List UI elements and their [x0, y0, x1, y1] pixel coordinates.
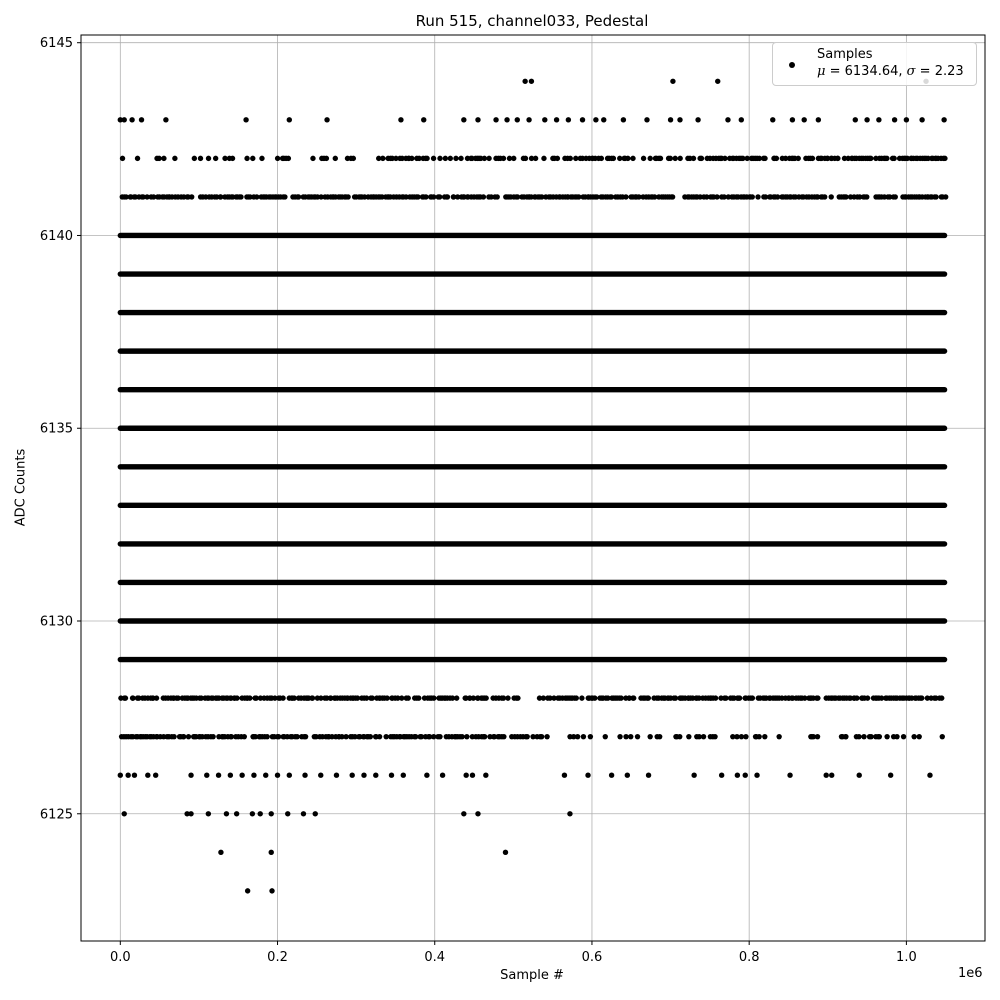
data-point — [210, 734, 215, 739]
data-point — [901, 734, 906, 739]
data-point — [774, 156, 779, 161]
data-point — [750, 194, 755, 199]
data-point — [172, 156, 177, 161]
data-point — [437, 194, 442, 199]
data-point — [445, 194, 450, 199]
data-point — [459, 734, 464, 739]
data-point — [505, 695, 510, 700]
data-point — [796, 156, 801, 161]
x-tick-label: 0.8 — [738, 950, 760, 965]
data-point — [815, 734, 820, 739]
data-point — [458, 156, 463, 161]
data-point — [269, 811, 274, 816]
data-point — [715, 79, 720, 84]
data-point — [574, 695, 579, 700]
chart-title: Run 515, channel033, Pedestal — [415, 12, 649, 30]
data-point — [919, 117, 924, 122]
data-point — [776, 734, 781, 739]
data-point — [437, 156, 442, 161]
data-point — [263, 773, 268, 778]
y-tick-label: 6145 — [39, 36, 73, 52]
data-point — [380, 156, 385, 161]
data-point — [156, 156, 161, 161]
data-point — [941, 117, 946, 122]
x-tick-label: 1.0 — [896, 950, 917, 965]
data-point — [648, 156, 653, 161]
data-point — [554, 117, 559, 122]
data-point — [135, 156, 140, 161]
data-point — [891, 156, 896, 161]
data-point — [294, 734, 299, 739]
data-point — [198, 156, 203, 161]
data-point — [722, 156, 727, 161]
data-point — [118, 773, 123, 778]
data-point — [525, 734, 530, 739]
data-point — [373, 773, 378, 778]
data-point — [334, 773, 339, 778]
data-point — [603, 734, 608, 739]
data-point — [644, 117, 649, 122]
data-point — [389, 773, 394, 778]
data-point — [448, 156, 453, 161]
data-point — [865, 695, 870, 700]
data-point — [884, 156, 889, 161]
data-point — [894, 734, 899, 739]
data-point — [250, 811, 255, 816]
data-point — [421, 117, 426, 122]
x-tick-label: 0.6 — [581, 950, 603, 965]
data-point — [238, 194, 243, 199]
data-point — [145, 773, 150, 778]
data-point — [625, 156, 630, 161]
data-point — [153, 773, 158, 778]
data-point — [919, 695, 924, 700]
data-point — [483, 773, 488, 778]
data-point — [892, 117, 897, 122]
data-point — [483, 695, 488, 700]
data-point — [398, 117, 403, 122]
y-tick-label: 6135 — [39, 421, 73, 437]
data-point — [495, 194, 500, 199]
data-point — [258, 811, 263, 816]
data-point — [303, 734, 308, 739]
data-point — [470, 773, 475, 778]
data-point — [461, 117, 466, 122]
data-point — [481, 194, 486, 199]
data-point — [725, 117, 730, 122]
data-point — [269, 850, 274, 855]
data-point — [503, 850, 508, 855]
data-point — [533, 156, 538, 161]
legend-stats: μ = 6134.64, σ = 2.23 — [817, 64, 964, 79]
data-point — [181, 734, 186, 739]
y-tick-label: 6140 — [39, 228, 73, 244]
data-point — [575, 734, 580, 739]
data-point — [544, 734, 549, 739]
data-point — [835, 156, 840, 161]
data-point — [125, 773, 130, 778]
data-point — [302, 773, 307, 778]
data-point — [424, 773, 429, 778]
data-point — [443, 156, 448, 161]
data-point — [657, 734, 662, 739]
data-point — [876, 117, 881, 122]
data-point — [927, 773, 932, 778]
data-point — [864, 194, 869, 199]
data-point — [737, 695, 742, 700]
data-point — [206, 156, 211, 161]
data-point — [647, 734, 652, 739]
data-point — [228, 773, 233, 778]
data-point — [504, 117, 509, 122]
data-point — [313, 811, 318, 816]
data-point — [204, 773, 209, 778]
data-point — [542, 117, 547, 122]
data-point — [259, 156, 264, 161]
data-point — [409, 156, 414, 161]
data-point — [868, 734, 873, 739]
data-point — [893, 194, 898, 199]
data-point — [691, 773, 696, 778]
data-point — [686, 734, 691, 739]
data-point — [515, 117, 520, 122]
data-point — [743, 773, 748, 778]
data-point — [770, 117, 775, 122]
data-point — [658, 156, 663, 161]
y-tick-label: 6125 — [39, 807, 73, 823]
data-point — [424, 156, 429, 161]
data-point — [861, 734, 866, 739]
data-point — [599, 156, 604, 161]
data-point — [677, 734, 682, 739]
data-point — [822, 194, 827, 199]
data-point — [123, 695, 128, 700]
data-point — [486, 156, 491, 161]
data-point — [482, 734, 487, 739]
data-point — [244, 156, 249, 161]
data-point — [677, 156, 682, 161]
data-point — [750, 695, 755, 700]
legend-marker — [789, 62, 795, 68]
data-point — [423, 194, 428, 199]
x-tick-label: 0.0 — [109, 950, 131, 965]
data-point — [691, 156, 696, 161]
data-point — [743, 734, 748, 739]
data-point — [301, 811, 306, 816]
data-point — [755, 194, 760, 199]
data-point — [884, 734, 889, 739]
data-point — [454, 695, 459, 700]
data-point — [189, 194, 194, 199]
legend-sigma-value: 2.23 — [934, 64, 964, 79]
data-point — [234, 811, 239, 816]
data-point — [264, 734, 269, 739]
data-point — [188, 811, 193, 816]
plot-frame — [81, 35, 985, 941]
data-point — [361, 773, 366, 778]
data-point — [431, 695, 436, 700]
data-point — [206, 811, 211, 816]
data-point — [623, 194, 628, 199]
data-point — [250, 156, 255, 161]
data-point — [122, 117, 127, 122]
data-point — [641, 156, 646, 161]
data-point — [515, 695, 520, 700]
data-point — [224, 811, 229, 816]
data-point — [333, 156, 338, 161]
data-point — [646, 695, 651, 700]
data-point — [877, 734, 882, 739]
data-point — [646, 773, 651, 778]
data-point — [609, 773, 614, 778]
data-point — [230, 156, 235, 161]
data-point — [245, 888, 250, 893]
data-point — [324, 156, 329, 161]
data-point — [296, 194, 301, 199]
data-point — [541, 156, 546, 161]
data-point — [275, 773, 280, 778]
data-point — [350, 773, 355, 778]
data-point — [864, 117, 869, 122]
data-point — [625, 773, 630, 778]
data-point — [933, 194, 938, 199]
data-point — [482, 156, 487, 161]
data-point — [567, 811, 572, 816]
data-point — [829, 194, 834, 199]
data-point — [824, 773, 829, 778]
data-point — [218, 850, 223, 855]
data-point — [269, 888, 274, 893]
data-point — [461, 811, 466, 816]
data-point — [621, 117, 626, 122]
data-point — [213, 156, 218, 161]
legend-mu-value: 6134.64 — [844, 64, 899, 79]
data-point — [673, 156, 678, 161]
y-tick-label: 6130 — [39, 614, 73, 630]
data-point — [318, 773, 323, 778]
data-point — [668, 117, 673, 122]
data-point — [581, 734, 586, 739]
data-point — [437, 734, 442, 739]
data-point — [122, 811, 127, 816]
data-point — [580, 117, 585, 122]
data-point — [493, 117, 498, 122]
data-point — [247, 695, 252, 700]
data-point — [416, 695, 421, 700]
x-tick-label: 0.2 — [267, 950, 288, 965]
data-point — [601, 117, 606, 122]
data-point — [463, 773, 468, 778]
data-point — [888, 773, 893, 778]
data-point — [161, 156, 166, 161]
data-point — [868, 156, 873, 161]
data-point — [343, 734, 348, 739]
data-point — [351, 156, 356, 161]
data-point — [475, 117, 480, 122]
data-point — [539, 734, 544, 739]
data-point — [287, 117, 292, 122]
data-point — [324, 117, 329, 122]
x-axis-label: Sample # — [500, 968, 564, 983]
data-point — [940, 734, 945, 739]
data-point — [618, 695, 623, 700]
data-point — [368, 734, 373, 739]
y-axis-label: ADC Counts — [13, 448, 29, 527]
data-point — [120, 156, 125, 161]
data-point — [453, 156, 458, 161]
data-point — [529, 79, 534, 84]
data-point — [856, 734, 861, 739]
data-point — [287, 773, 292, 778]
plot-area — [118, 79, 949, 894]
data-point — [562, 773, 567, 778]
data-point — [431, 194, 436, 199]
data-point — [154, 695, 159, 700]
data-point — [282, 194, 287, 199]
legend — [772, 42, 977, 86]
data-point — [523, 156, 528, 161]
data-point — [186, 734, 191, 739]
data-point — [623, 734, 628, 739]
data-point — [251, 773, 256, 778]
data-point — [555, 156, 560, 161]
data-point — [810, 156, 815, 161]
data-point — [739, 117, 744, 122]
data-point — [129, 117, 134, 122]
data-point — [857, 773, 862, 778]
data-point — [670, 79, 675, 84]
data-point — [188, 773, 193, 778]
data-point — [163, 117, 168, 122]
data-point — [406, 695, 411, 700]
data-point — [853, 117, 858, 122]
data-point — [668, 156, 673, 161]
data-point — [713, 695, 718, 700]
data-point — [617, 734, 622, 739]
data-point — [854, 695, 859, 700]
data-point — [522, 79, 527, 84]
data-point — [139, 117, 144, 122]
data-point — [501, 156, 506, 161]
data-point — [286, 156, 291, 161]
data-point — [699, 156, 704, 161]
data-point — [401, 773, 406, 778]
data-point — [511, 156, 516, 161]
data-point — [275, 156, 280, 161]
data-point — [593, 117, 598, 122]
data-point — [756, 734, 761, 739]
data-point — [631, 695, 636, 700]
data-point — [790, 117, 795, 122]
data-point — [611, 156, 616, 161]
data-point — [475, 811, 480, 816]
data-point — [377, 734, 382, 739]
data-point — [464, 734, 469, 739]
data-point — [942, 156, 947, 161]
data-point — [526, 117, 531, 122]
data-point — [568, 156, 573, 161]
data-point — [670, 194, 675, 199]
data-point — [714, 194, 719, 199]
data-point — [630, 156, 635, 161]
data-point — [816, 117, 821, 122]
data-point — [171, 734, 176, 739]
data-point — [566, 117, 571, 122]
data-point — [712, 734, 717, 739]
data-point — [501, 734, 506, 739]
data-point — [585, 773, 590, 778]
data-point — [579, 695, 584, 700]
data-point — [239, 773, 244, 778]
data-point — [243, 117, 248, 122]
data-point — [754, 773, 759, 778]
x-tick-label: 0.4 — [424, 950, 446, 965]
data-point — [345, 194, 350, 199]
data-point — [384, 695, 389, 700]
data-point — [917, 734, 922, 739]
data-point — [310, 695, 315, 700]
data-point — [635, 734, 640, 739]
data-point — [943, 194, 948, 199]
data-point — [192, 156, 197, 161]
data-point — [628, 734, 633, 739]
x-axis-offset-label: 1e6 — [958, 966, 983, 981]
data-point — [132, 773, 137, 778]
data-point — [285, 811, 290, 816]
data-point — [588, 734, 593, 739]
data-point — [719, 773, 724, 778]
data-point — [431, 156, 436, 161]
legend-series-name: Samples — [817, 47, 873, 62]
data-point — [677, 117, 682, 122]
data-point — [701, 734, 706, 739]
data-point — [802, 117, 807, 122]
data-point — [310, 156, 315, 161]
data-point — [762, 156, 767, 161]
data-point — [242, 734, 247, 739]
data-point — [904, 117, 909, 122]
data-point — [592, 695, 597, 700]
data-point — [911, 734, 916, 739]
data-point — [440, 773, 445, 778]
data-point — [280, 695, 285, 700]
data-point — [762, 734, 767, 739]
data-point — [939, 695, 944, 700]
data-point — [787, 773, 792, 778]
data-point — [695, 117, 700, 122]
data-point — [234, 695, 239, 700]
data-point — [829, 773, 834, 778]
data-point — [735, 773, 740, 778]
data-point — [815, 695, 820, 700]
data-point — [216, 773, 221, 778]
data-point — [843, 734, 848, 739]
